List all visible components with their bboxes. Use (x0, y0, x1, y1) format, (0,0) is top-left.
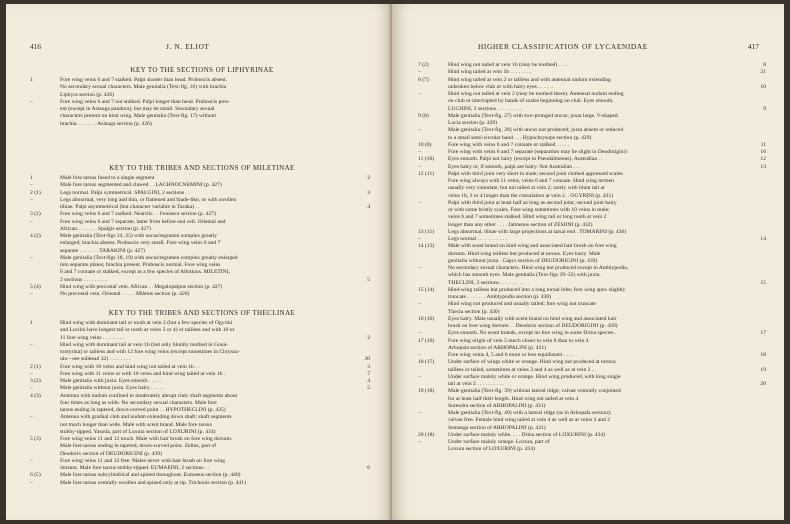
couplet-number: – (418, 330, 421, 337)
couplet-number: 2 (1) (30, 189, 41, 196)
key-row (30, 77, 370, 84)
key-row (30, 262, 370, 269)
couplet-number: 1 (30, 175, 33, 181)
couplet-number: – (30, 291, 33, 297)
couplet-text: Male genitalia without juxta. Eyes hairy . . . . . (60, 385, 164, 392)
couplet-text: Male genitalia (Text-fig. 28) with uncus not produced; juxta absent or reduced (448, 127, 624, 134)
couplet-text: Eyes hairy. Male usually with scent brand on hind wing and associated hair (448, 315, 617, 322)
couplet-lead: 9 (763, 105, 766, 112)
key-row (418, 338, 766, 345)
key-row (418, 171, 766, 178)
couplet-number: – (30, 218, 33, 225)
section-heading: KEY TO THE TRIBES AND SECTIONS OF MILETINAE (109, 164, 295, 172)
key-row (418, 352, 766, 359)
key-row (418, 265, 766, 272)
couplet-number: 15 (14) (418, 286, 435, 293)
couplet-text: Fore wing veins 11 and 12 touch. Male with hair brush on fore wing dorsum. (60, 436, 233, 442)
couplet-text: Antenna with nudum confined to moderately abrupt club; shaft segments about (60, 392, 238, 399)
couplet-text: Male genitalia (Text-figs 18, 19) with uncus/tegumen complex greatly enlarged (60, 254, 238, 261)
couplet-number: – (30, 341, 33, 348)
couplet-text: enlarged; brachia absent. Proboscis very small. Fore wing veins 6 and 7 (60, 240, 221, 247)
key-row (30, 219, 370, 226)
key-row (30, 269, 370, 276)
couplet-text: African . . . . . . . Spalgis section (p. 427) (60, 225, 151, 232)
key-row (30, 472, 370, 479)
couplet-text: separate . . . . . . . TARAKINI (p. 427) (60, 247, 145, 254)
key-row (418, 446, 766, 453)
couplet-text: Eyes hairy or, if smooth, palpi are hairy. Not Australian . . . (448, 163, 581, 170)
couplet-number: 16 (10) (418, 315, 435, 322)
couplet-text: Under surface mainly white. . . . Drina section of LOXURINI (p. 434) (448, 431, 606, 438)
couplet-lead: 3 (367, 189, 370, 196)
key-row (418, 236, 766, 243)
couplet-number: – (418, 439, 421, 445)
couplet-text: Hind-wing tailless but produced into a long tornal lobe; fore wing apex slightly (448, 286, 626, 293)
key-row (418, 69, 766, 76)
key-row (418, 149, 766, 156)
couplet-text: Fore wing origin of vein 5 much closer to vein 6 than to vein 4 (448, 337, 589, 344)
key-row (30, 255, 370, 262)
key-row (30, 480, 370, 487)
couplet-number: 13 (11) (418, 228, 435, 235)
couplet-lead: 30 (364, 356, 370, 363)
key-row (30, 407, 370, 414)
couplet-text: Under surface mainly orange. Loxura, part of (448, 439, 550, 445)
couplet-text: to a small semi-circular band . . . Hypochrysops section (p. 429) (448, 134, 592, 141)
key-row (418, 120, 766, 127)
couplet-text: and Luciini have longest tail or tooth at veins 3 or 4) or tailless and with 10 or (60, 327, 235, 334)
couplet-number: 8 (7) (418, 76, 429, 83)
couplet-lead: 8 (763, 62, 766, 68)
couplet-text: Semanga section of ARHOPALINI (p. 431) (448, 424, 546, 431)
key-row (418, 417, 766, 424)
couplet-text: Hind wing tailed at vein 1b . . . . . . . . (448, 69, 532, 76)
couplet-number: 4 (3) (30, 392, 41, 399)
key-row (30, 284, 370, 291)
key-row (418, 207, 766, 214)
key-row (418, 127, 766, 134)
key-row (30, 451, 370, 458)
couplet-lead: 5 (367, 276, 370, 283)
couplet-text: truncate . . . . . . . Amblypodia section (p. 430) (448, 294, 551, 300)
couplet-text: usually very crenulate, but not tailed at vein 2; rarely with blunt tail at (448, 185, 605, 192)
couplet-number: 14 (13) (418, 243, 435, 250)
couplet-number: 10 (8) (418, 141, 432, 148)
couplet-text: 6 and 7 connate or stalked, except in a few species of Allotinus. MILETINI, (60, 269, 230, 276)
couplet-text: Hind wing not produced and usually tailed; fore wing not truncate (448, 301, 596, 308)
key-row (30, 364, 370, 371)
couplet-text: Male genitalia (Text-fig. 27) with two-pronged uncus; juxta large, V-shaped. (448, 112, 620, 119)
couplet-text: brush on fore wing dorsum . . Deudorix section of DEUDORIGINI (p. 439) (448, 323, 618, 329)
couplet-text: Antenna with gradual club and nudum extending down shaft; shaft segments (60, 414, 232, 421)
couplet-number: 11 (10) (418, 156, 435, 163)
couplet-text: Arhopala section of ARHOPALINI (p. 431) (448, 344, 546, 351)
couplet-text: Male fore tarsus subcylindrical and spined throughout. Eumaeus section (p. 440) (60, 472, 241, 479)
key-row (418, 178, 766, 185)
couplet-text: Deudorix section of DEUDORIGINI (p. 439) (60, 450, 162, 457)
couplet-number: – (418, 91, 421, 97)
couplet-text: Male fore tarsus ending in tapered, down-curved point. Zeltus, part of (60, 443, 217, 450)
couplet-lead: 7 (367, 370, 370, 377)
couplet-text: Male fore tarsus fused to a single segment (60, 175, 155, 181)
page-number: 416 (30, 42, 42, 51)
couplet-text: Legs abnormal, tibiae with large projections at tarsal end . TOMARINI (p. 436) (448, 228, 627, 235)
couplet-text: brachia . . . . . . . Aslauga section (p. 426) (60, 120, 152, 127)
key-row (418, 323, 766, 330)
couplet-lead: 16 (760, 149, 766, 155)
couplet-number: – (418, 352, 421, 358)
key-row (418, 156, 766, 163)
couplet-number: – (30, 370, 33, 377)
couplet-text: tomyrina) or tailless and with 12 fore wing veins (except sometimes in Chrysoz- (60, 349, 240, 355)
couplet-text: Male genitalia (Text-fig. 40) with a lateral ridge (as in Arhopala section); (448, 410, 612, 416)
couplet-text: dorsum. Male fore tarsus stubby-tipped. EUMAEINI, 2 sections . . (60, 465, 210, 471)
key-row (30, 458, 370, 465)
couplet-text: Fore wing veins 6 and 7 not stalked. Palpi longer than head. Proboscis pres- (60, 98, 230, 105)
couplet-number: 19 (18) (418, 388, 435, 395)
key-row (418, 439, 766, 446)
key-row (418, 330, 766, 337)
couplet-text: Hind wing not tailed at vein 2 (may be toothed there). Antennal nudum ending (448, 91, 624, 97)
key-block (30, 77, 370, 128)
key-row (418, 200, 766, 207)
key-row (30, 465, 370, 472)
key-row (418, 367, 766, 374)
key-row (418, 77, 766, 84)
couplet-number: 1 (30, 320, 33, 326)
couplet-text: No secondary sexual characters. Hind wing not produced except in Amblypodia, (448, 265, 629, 271)
key-row (418, 410, 766, 417)
couplet-number: – (30, 385, 33, 392)
section-heading: KEY TO THE TRIBES AND SECTIONS OF THECLINAE (108, 309, 296, 317)
couplet-text: Hind wing with dominant tail at vein 1b (but only bluntly toothed in Gona- (60, 341, 228, 348)
couplet-text: Palpi with third joint very short in male; second joint clothed appressed scales. (448, 170, 625, 177)
key-row (30, 400, 370, 407)
couplet-number: 6 (5) (30, 472, 41, 479)
couplet-text: Under surface of wings white or orange. Hind wing not produced at tornus; (448, 359, 617, 366)
key-row (30, 443, 370, 450)
key-row (418, 287, 766, 294)
key-row (418, 193, 766, 200)
key-row (30, 211, 370, 218)
couplet-lead: 13 (760, 163, 766, 170)
couplet-text: Surendra section of ARHOPALINI (p. 431) (448, 402, 546, 409)
couplet-text: for at least half their length. Hind wing not tailed at vein 4 (448, 395, 579, 402)
key-row (30, 429, 370, 436)
couplet-text: veins 1b, 3 or 4 longer than the crenulation at vein 2. . OGYRINI (p. 431) (448, 192, 614, 199)
couplet-number: – (418, 410, 421, 416)
couplet-lead: 4 (367, 204, 370, 210)
couplet-number: – (418, 265, 421, 271)
couplet-text: Male genitalia (Text-figs 24, 25) with uncus/tegumen complex greatly (60, 233, 217, 239)
key-block (418, 62, 766, 454)
key-block (30, 175, 370, 298)
couplet-text: on club or interrupted by bands of scales beginning on club. Eyes smooth. (448, 98, 614, 105)
key-row (30, 291, 370, 298)
couplet-text: Lucia section (p. 429) (448, 120, 498, 126)
couplet-lead: 5 (367, 385, 370, 392)
couplet-number: 1 (30, 77, 33, 83)
couplet-text: 11 fore wing veins . . . . . . . . (60, 334, 124, 341)
key-row (418, 381, 766, 388)
couplet-text: Fore wing veins 6 and 7 stalked. Nearctic . . Feniseca section (p. 427) (60, 211, 216, 218)
couplet-text: Male genitalia (Text-fig. 39) without lateral ridge; valvae ventrally conjoined (448, 388, 621, 395)
couplet-text: dorsum. Hind wing tailless but produced at tornus. Eyes hairy. Male (448, 250, 601, 257)
couplet-number: – (30, 98, 33, 105)
couplet-text: Hind wing with precostal vein. African . . Megalopalpus section (p. 427) (60, 283, 223, 290)
key-row (30, 121, 370, 128)
couplet-text: Fore wing veins 6 and 7 separate, latter from before end cell. Oriental and (60, 218, 226, 225)
couplet-lead: 15 (760, 279, 766, 286)
couplet-number: – (30, 196, 33, 203)
couplet-number: 5 (4) (30, 283, 41, 290)
couplet-lead: 2 (367, 175, 370, 181)
couplet-lead: 2 (367, 334, 370, 341)
couplet-number: – (418, 236, 421, 242)
key-row (30, 175, 370, 182)
couplet-number: – (418, 163, 421, 170)
key-row (418, 142, 766, 149)
key-row (30, 393, 370, 400)
key-row (418, 258, 766, 265)
couplet-number: 17 (16) (418, 337, 435, 344)
couplet-text: Loxura section of LOXURINI (p. 434) (448, 446, 535, 453)
couplet-lead: 6 (367, 465, 370, 471)
key-row (30, 106, 370, 113)
key-row (30, 335, 370, 342)
key-row (418, 403, 766, 410)
couplet-text: Eyes smooth. No scent brands, except on fore wing in some Drina species . (448, 330, 617, 337)
key-row (418, 229, 766, 236)
key-row (30, 197, 370, 204)
key-row (418, 374, 766, 381)
key-row (418, 214, 766, 221)
couplet-number: – (30, 457, 33, 464)
key-row (30, 342, 370, 349)
couplet-text: or with some bristly scales. Fore wing sometimes with 10 veins in male; (448, 207, 610, 213)
couplet-lead: 4 (367, 378, 370, 384)
key-row (30, 356, 370, 363)
couplet-text: Male genitalia with juxta. Eyes smooth . . . . . (60, 378, 162, 384)
running-head: J. N. ELIOT (166, 42, 210, 51)
couplet-number: 12 (11) (418, 170, 435, 177)
key-row (30, 327, 370, 334)
couplet-text: ula—see subhead 32) . . . . . . . . (60, 356, 131, 363)
left-page (6, 4, 392, 520)
couplet-text: Under surface mainly white or orange. Hind wing produced, with long single (448, 373, 621, 380)
couplet-text: veins 6 and 7 sometimes stalked. Hind wing tail or long tooth at vein 2 (448, 214, 607, 221)
couplet-lead: 11 (760, 141, 766, 148)
key-row (30, 182, 370, 189)
couplet-lead: 20 (760, 381, 766, 387)
key-row (418, 432, 766, 439)
key-row (30, 414, 370, 421)
couplet-lead: 18 (760, 352, 766, 358)
couplet-number: – (418, 373, 421, 380)
couplet-lead: 3 (367, 363, 370, 370)
couplet-text: valvae free. Female hind wing tailed at vein 4 as well as at veins 3 and 2 (448, 417, 611, 424)
key-row (30, 113, 370, 120)
couplet-text: Fore wing with veins 6 and 7 separate (separation may be slight in Deudorigini) (448, 149, 627, 155)
couplet-text: Legs abnormal, very long and thin, or flattened and blade-like, or with swollen (60, 196, 237, 203)
key-row (30, 248, 370, 255)
couplet-text: Fore wing veins 4, 5 and 6 more or less equidistant . . . . (448, 352, 574, 358)
key-row (418, 185, 766, 192)
right-page (392, 4, 784, 520)
couplet-number: 7 (2) (418, 62, 429, 68)
couplet-number: – (418, 69, 421, 76)
couplet-text: Male with scent brand on hind wing and associated hair brush on fore wing (448, 243, 617, 250)
couplet-text: No secondary sexual characters. Male genitalia (Text-fig. 16) with brachia (60, 84, 227, 91)
key-row (418, 222, 766, 229)
couplet-number: 5 (3) (30, 436, 41, 442)
key-row (418, 345, 766, 352)
couplet-text: genitalia without juxta . Capys section of DEUDORIGINI (p. 439) (448, 257, 598, 264)
key-row (30, 92, 370, 99)
couplet-number: 20 (18) (418, 431, 435, 438)
key-row (418, 316, 766, 323)
couplet-lead: 14 (760, 236, 766, 242)
couplet-lead: 21 (760, 69, 766, 76)
couplet-lead: 19 (760, 366, 766, 373)
couplet-text: Legs normal . . . . . . . . . . . (448, 236, 507, 242)
key-row (418, 294, 766, 301)
couplet-number: – (418, 127, 421, 134)
key-row (418, 272, 766, 279)
couplet-text: Fore wing veins 11 and 12 free. Males never with hair brush on fore wing (60, 457, 225, 464)
key-row (30, 422, 370, 429)
couplet-text: characters present on hind wing. Male genitalia (Text-fig. 17) without (60, 113, 217, 120)
couplet-text: Male fore tarsus segmented and clawed . . LACHNOCNEMINI (p. 427) (60, 182, 222, 189)
couplet-text: LUCHINI, 2 sections . . . . . . . . . (448, 105, 522, 112)
couplet-lead: 12 (760, 156, 766, 163)
couplet-text: Fore wing with veins 6 and 7 connate or stalked . . . . . (448, 141, 570, 148)
key-row (30, 190, 370, 197)
couplet-text: THECLINI, 2 sections . . . . . . . . . (448, 279, 524, 286)
couplet-text: Hind wing tailed at vein 2 or tailless and with antennal nudum extending (448, 76, 611, 83)
couplet-number: – (30, 479, 33, 486)
key-row (418, 164, 766, 171)
couplet-text: Thecla section (p. 430) (448, 308, 500, 315)
couplet-number: 4 (2) (30, 233, 41, 239)
couplet-text: 2 sections . . . . . . . . . (60, 276, 108, 283)
couplet-text: Liphyra section (p. 426) (60, 91, 115, 98)
couplet-text: Palpi with third joint at least half as long as second joint; second joint hairy (448, 199, 617, 206)
couplet-text: into separate plates; brachia present. Proboscis normal. Fore wing veins (60, 262, 221, 268)
couplet-text: Fore wing veins 6 and 7 stalked. Palpi shorter than head. Proboscis absent. (60, 77, 228, 83)
couplet-text: four times as long as wide. No secondary sexual characters. Male fore (60, 399, 217, 406)
couplet-text: Hind wing with dominant tail or tooth at vein 2 (but a few species of Ogyrini (60, 320, 233, 326)
key-row (30, 385, 370, 392)
couplet-text: Fore wing always with 11 veins, veins 6 and 7 connate. Hind wing termen (448, 178, 614, 184)
key-row (30, 378, 370, 385)
key-row (418, 98, 766, 105)
key-row (418, 301, 766, 308)
couplet-text: unbroken below club or with hairy eyes . . . . . . (448, 83, 554, 90)
couplet-number: – (418, 301, 421, 308)
couplet-text: Legs normal. Palpi symmetrical. SPALGINI, 2 sections . . (60, 189, 190, 196)
key-row (418, 106, 766, 113)
key-row (418, 251, 766, 258)
couplet-number: 2 (1) (30, 363, 41, 370)
couplet-number: 9 (8) (418, 112, 429, 119)
couplet-text: not much longer than wide. Male with scent brand. Male fore tarsus (60, 421, 212, 428)
couplet-text: tarsus ending in tapered, down-curved point . . HYPOTHECLINI (p. 435) (60, 407, 226, 413)
key-row (30, 320, 370, 327)
key-row (418, 243, 766, 250)
couplet-number: – (30, 414, 33, 421)
couplet-lead: 17 (760, 330, 766, 337)
key-row (418, 135, 766, 142)
key-block (30, 320, 370, 487)
running-head: HIGHER CLASSIFICATION OF LYCAENIDAE (478, 42, 648, 51)
key-row (418, 388, 766, 395)
couplet-text: which has smooth eyes. Male genitalia (Text-figs 29–32) with juxta. (448, 272, 601, 279)
key-row (30, 99, 370, 106)
couplet-text: stubby-tipped. Yasoda, part of Loxura section of LOXURINI (p. 434) (60, 428, 216, 435)
page-number: 417 (748, 42, 760, 51)
couplet-text: longer than any other . . . . Jalmenus section of ZESIINI (p. 432) (448, 221, 593, 228)
key-row (30, 277, 370, 284)
couplet-text: ent (except in Aslauga pandora), but may be small. Secondary sexual (60, 106, 215, 112)
couplet-number: 18 (17) (418, 359, 435, 366)
key-row (30, 84, 370, 91)
couplet-text: Fore wing with 11 veins or with 10 veins and hind wing tailed at vein 1b . (60, 370, 226, 377)
key-row (418, 113, 766, 120)
key-row (30, 233, 370, 240)
key-row (418, 396, 766, 403)
couplet-text: Hind wing not tailed at vein 1b (may be toothed) . . . . (448, 62, 569, 68)
key-row (30, 226, 370, 233)
couplet-lead: 10 (760, 83, 766, 90)
key-row (418, 280, 766, 287)
key-row (30, 349, 370, 356)
couplet-number: – (30, 254, 33, 261)
key-row (30, 371, 370, 378)
couplet-text: tail at vein 2 . . . . . . . . . . (448, 381, 504, 387)
couplet-number: – (418, 199, 421, 206)
key-row (418, 359, 766, 366)
couplet-text: No precostal vein. Oriental . . . . . Miletus section (p. 426) (60, 291, 190, 297)
couplet-text: tailless or tailed, sometimes at veins 3 and 4 as well as at vein 2 . . (448, 366, 597, 373)
couplet-number: – (418, 149, 421, 155)
key-row (418, 425, 766, 432)
key-row (418, 62, 766, 69)
key-row (30, 436, 370, 443)
key-row (418, 309, 766, 316)
couplet-number: 3 (2) (30, 378, 41, 384)
key-row (30, 204, 370, 211)
couplet-text: tibiae. Palpi asymmetrical (but character variable in Taraka) . . (60, 204, 200, 210)
key-row (30, 240, 370, 247)
couplet-text: Fore wing with 10 veins and hind wing not tailed at vein 1b . . (60, 363, 200, 370)
key-row (418, 91, 766, 98)
couplet-number: 3 (2) (30, 211, 41, 218)
couplet-text: Male fore tarsus centrally swollen and spined only at tip. Trichonis section (p. 441) (60, 479, 246, 486)
key-row (418, 84, 766, 91)
couplet-text: Eyes smooth. Palpi not hairy (except in Pseudalmenus). Australian . . (448, 156, 603, 163)
section-heading: KEY TO THE SECTIONS OF LIPHYRINAE (130, 66, 274, 74)
couplet-number: – (30, 182, 33, 189)
